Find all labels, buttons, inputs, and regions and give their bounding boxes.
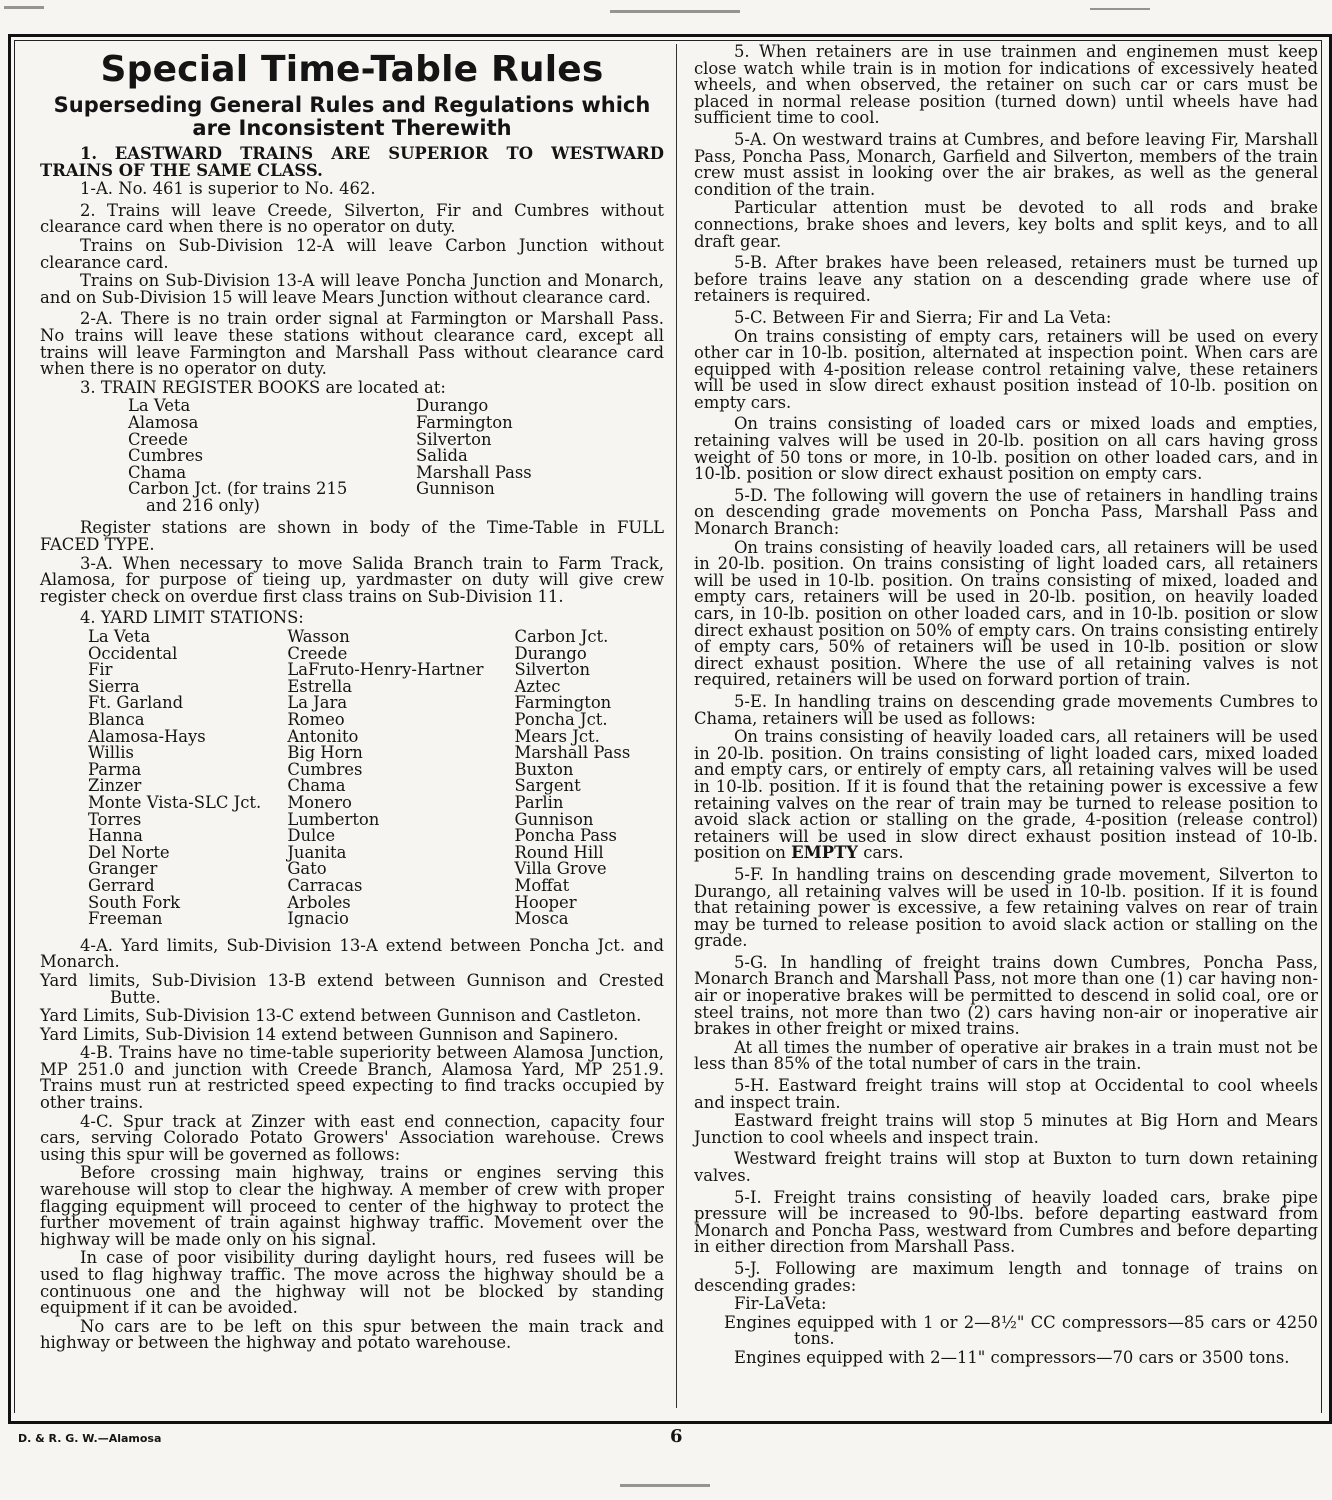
rule-5h: 5-H. Eastward freight trains will stop at Occidental to cool wheels and inspect train. [694, 1076, 1318, 1112]
rule-3a: 3-A. When necessary to move Salida Branch train to Farm Track, Alamosa, for purpose of tieing up, yardmaster on duty will give crew register check on overdue first class trains on Sub-Division 11. [40, 553, 664, 606]
rule-4c: 4-C. Spur track at Zinzer with east end connection, capacity four cars, serving Colorado Potato Growers' Association warehouse. Crews using this spur will be governed as follows: [40, 1111, 664, 1164]
yard-col-3 [515, 629, 664, 928]
rule-5g-para-2: At all times the number of operative air brakes in a train must not be less than 85% of the total number of cars in the train. [694, 1037, 1318, 1074]
register-station: Gunnison [416, 479, 495, 499]
register-stations-list [128, 398, 664, 514]
yard-station: Carracas [287, 875, 363, 895]
rule-5i: 5-I. Freight trains consisting of heavily loaded cars, brake pipe pressure will be increased to 90-lbs. before departing eastward from Monarch and Poncha Pass, westward from Cumbres and before departing in either direction from Marshall Pass. [694, 1187, 1318, 1257]
register-stations-col-2 [416, 398, 646, 514]
yard-station: Gerrard [88, 875, 155, 895]
scan-speck [620, 1484, 710, 1487]
yard-station: Occidental [88, 643, 178, 663]
yard-station: Aztec [514, 676, 561, 696]
rule-5b: 5-B. After brakes have been released, retainers must be turned up before trains leave any station on a descending grade where use of retainers is required. [694, 253, 1318, 306]
page-number: 6 [670, 1426, 683, 1447]
rule-5g: 5-G. In handling of freight trains down Cumbres, Poncha Pass, Monarch Branch and Marshall Pass, not more than one (1) car having non-air or inoperative brakes will be permitted to descend in solid coal, ore or steel trains, not more than two (2) cars having non-air or inoperative air brakes in other freight or mixed trains. [694, 952, 1318, 1039]
rule-4a: 4-A. Yard limits, Sub-Division 13-A extend between Poncha Jct. and Monarch. [40, 935, 664, 972]
yard-station: Del Norte [88, 842, 170, 862]
rule-1 [40, 146, 664, 179]
subtitle-line-2: are Inconsistent Therewith [192, 116, 512, 140]
yard-station: Monte Vista-SLC Jct. [88, 792, 262, 812]
rule-5d-para-2: On trains consisting of heavily loaded cars, all retainers will be used in 20-lb. position. On trains consisting of light loaded cars, all retainers will be used in 10-lb. position. On trains consisting of mixed, loaded and empty cars, retainers will be used in 20-lb. position, on heavily loaded cars, in 10-lb. position on other loaded cars, and in 10-lb. position or slow direct exhaust position on 50% of empty cars. On trains consisting entirely of empty cars, 50% of retainers will be used in 10-lb. position or slow direct exhaust position. Where the use of all retaining valves is not required, retainers will be used on forward portion of train. [694, 537, 1318, 690]
yard-station: Mears Jct. [514, 726, 600, 746]
rule-5e-para-2 [694, 729, 1318, 862]
rule-5j-para-3: Engines equipped with 1 or 2—8½" CC compressors—85 cars or 4250 tons. [724, 1312, 1318, 1349]
register-station: Alamosa [128, 412, 199, 432]
rule-5: 5. When retainers are in use trainmen and enginemen must keep close watch while train is in motion for indications of excessively heated wheels, and when observed, the retainer on such car or cars must be placed in normal release position (turned down) until wheels have had sufficient time to cool. [694, 42, 1318, 128]
rule-1-number: 1. [80, 144, 98, 163]
scan-speck [610, 10, 740, 13]
yard-station: Ft. Garland [88, 693, 184, 713]
left-column [40, 44, 664, 1354]
yard-station: Buxton [514, 759, 574, 779]
rule-4c-para-4: No cars are to be left on this spur between the main track and highway or between the highway and potato warehouse. [40, 1316, 664, 1353]
yard-station: Chama [287, 776, 346, 796]
yard-station: Gato [287, 859, 327, 879]
yard-station: Round Hill [514, 842, 604, 862]
rule-5h-para-2: Eastward freight trains will stop 5 minutes at Big Horn and Mears Junction to cool wheels and inspect train. [694, 1111, 1318, 1147]
yard-station: Parma [88, 759, 142, 779]
rule-2-para-2: Trains on Sub-Division 12-A will leave Carbon Junction without clearance card. [40, 235, 664, 272]
yard-station: Juanita [287, 842, 347, 862]
yard-station: Arboles [287, 892, 351, 912]
yard-station: Mosca [514, 909, 569, 929]
yard-station: Moffat [514, 875, 570, 895]
yard-station: Antonito [287, 726, 359, 746]
yard-station: Hanna [88, 826, 143, 846]
rule-4a-para-4: Yard Limits, Sub-Division 14 extend between Gunnison and Sapinero. [40, 1024, 619, 1044]
register-station: Carbon Jct. (for trains 215 [128, 479, 348, 499]
rule-1-text: EASTWARD TRAINS ARE SUPERIOR TO WESTWARD TRAINS OF THE SAME CLASS. [40, 144, 664, 180]
yard-station: Cumbres [287, 759, 363, 779]
yard-station: Gunnison [514, 809, 594, 829]
rule-5e: 5-E. In handling trains on descending grade movements Cumbres to Chama, retainers will be used as follows: [694, 691, 1318, 728]
yard-station: La Veta [88, 627, 151, 647]
rule-4c-para-3: In case of poor visibility during daylight hours, red fusees will be used to flag highway traffic. The move across the highway should be a continuous one and the highway will not be blocked by standing equipment if it can be avoided. [40, 1248, 664, 1318]
register-station: Durango [416, 396, 489, 416]
register-station: Chama [128, 462, 187, 482]
rule-5e-para-2-text: On trains consisting of heavily loaded cars, all retainers will be used in 20-lb. position. On trains consisting of light loaded cars, mixed loaded and empty cars, or entirely of empty cars, all retaining valves will be used in 10-lb. position. If it is found that the retaining power is excessive a few retaining valves on the rear of train may be turned to release position to avoid slack action or stalling on the grade, 4-position (release control) retainers will be used in slow direct exhaust position instead of 10-lb. position on [694, 727, 1318, 863]
rule-5e-end: cars. [863, 843, 904, 863]
yard-col-1 [88, 629, 287, 928]
yard-station: Freeman [88, 909, 163, 929]
yard-station: Big Horn [287, 743, 363, 763]
page-footer [18, 1426, 1318, 1452]
yard-station: South Fork [88, 892, 181, 912]
yard-station: Willis [88, 743, 134, 763]
yard-station: Farmington [514, 693, 612, 713]
yard-limit-stations-list [88, 629, 664, 928]
yard-station: Hooper [514, 892, 577, 912]
rule-5a-para-2: Particular attention must be devoted to all rods and brake connections, brake shoes and levers, key bolts and split keys, and to all draft gear. [694, 198, 1318, 251]
yard-station: Marshall Pass [514, 743, 631, 763]
rule-5j-para-2: Fir-LaVeta: [734, 1294, 827, 1314]
rule-5d: 5-D. The following will govern the use of retainers in handling trains on descending grade movements on Poncha Pass, Marshall Pass and Monarch Branch: [694, 485, 1318, 539]
yard-station: Wasson [287, 627, 350, 647]
yard-station: Poncha Jct. [514, 710, 608, 729]
yard-station: Sargent [514, 776, 581, 796]
register-station: La Veta [128, 396, 191, 416]
register-stations-col-1 [128, 398, 416, 514]
yard-station: Durango [514, 643, 587, 663]
yard-station: Zinzer [88, 776, 142, 796]
rule-5j-para-4: Engines equipped with 2—11" compressors—70 cars or 3500 tons. [734, 1347, 1290, 1367]
yard-station: Creede [287, 643, 348, 663]
yard-station: Romeo [287, 710, 345, 729]
yard-station: La Jara [287, 693, 348, 713]
footer-railroad: D. & R. G. W.—Alamosa [18, 1432, 162, 1445]
rule-3-heading: 3. TRAIN REGISTER BOOKS are located at: [80, 377, 446, 397]
register-station: Creede [128, 429, 188, 449]
page-title: Special Time-Table Rules [100, 49, 604, 90]
register-station-note: and 216 only) [146, 495, 260, 515]
yard-station: Dulce [287, 826, 336, 846]
yard-station: Carbon Jct. [514, 627, 609, 647]
yard-station: Parlin [514, 792, 564, 812]
yard-station: Alamosa-Hays [88, 726, 206, 746]
register-station: Salida [416, 446, 468, 466]
rule-5c-para-2: On trains consisting of empty cars, retainers will be used on every other car in 10-lb. position, alternated at inspection point. When cars are equipped with 4-position release control retaining valve, these retainers will be used in slow direct exhaust position instead of 10-lb. position on empty cars. [694, 326, 1318, 412]
rule-1a: 1-A. No. 461 is superior to No. 462. [80, 179, 376, 199]
scan-speck [4, 6, 44, 9]
subtitle-line-1: Superseding General Rules and Regulations which [53, 93, 651, 117]
rule-3-note: Register stations are shown in body of the Time-Table in FULL FACED TYPE. [40, 518, 664, 555]
register-station: Farmington [416, 412, 513, 432]
yard-station: Monero [287, 792, 352, 812]
scan-speck [1090, 8, 1150, 10]
yard-col-2 [287, 629, 514, 928]
yard-station: Sierra [88, 676, 140, 696]
rule-2a: 2-A. There is no train order signal at Farmington or Marshall Pass. No trains will leave these stations without clearance card, except all trains will leave Farmington and Marshall Pass without clearance card when there is no operator on duty. [40, 309, 664, 379]
register-station: Cumbres [128, 446, 204, 466]
yard-station: Fir [88, 660, 113, 680]
yard-station: Blanca [88, 710, 145, 729]
rule-4a-para-2: Yard limits, Sub-Division 13-B extend between Gunnison and Crested Butte. [40, 970, 664, 1007]
rule-5f: 5-F. In handling trains on descending grade movement, Silverton to Durango, all retaining valves will be used in 10-lb. position. If it is found that retaining power is excessive, a few retaining valves on rear of train may be turned to release position to avoid slack action or stalling on the grade. [694, 864, 1318, 951]
yard-station: Poncha Pass [514, 826, 617, 846]
page-subtitle [40, 94, 664, 140]
column-divider [676, 44, 677, 1408]
rule-5c-para-3: On trains consisting of loaded cars or mixed loads and empties, retaining valves will be used in 20-lb. position on all cars having gross weight of 50 tons or more, in 10-lb. position on other loaded cars, and in 10-lb. position or slow direct exhaust position on empty cars. [694, 414, 1318, 484]
register-station: Silverton [416, 429, 492, 449]
yard-station: Estrella [287, 676, 353, 696]
yard-station: Torres [88, 809, 142, 829]
rule-4b: 4-B. Trains have no time-table superiority between Alamosa Junction, MP 251.0 and junction with Creede Branch, Alamosa Yard, MP 251.9. Trains must run at restricted speed expecting to find tracks occupied by other trains. [40, 1043, 664, 1113]
rule-5c: 5-C. Between Fir and Sierra; Fir and La Veta: [734, 307, 1112, 327]
yard-station: Ignacio [287, 909, 349, 929]
right-column [694, 44, 1318, 1369]
yard-station: LaFruto-Henry-Hartner [287, 660, 484, 680]
yard-station: Villa Grove [514, 859, 607, 879]
rule-2-para-3: Trains on Sub-Division 13-A will leave Poncha Junction and Monarch, and on Sub-Division 15 will leave Mears Junction without clearance card. [40, 271, 664, 307]
yard-station: Silverton [514, 660, 591, 680]
yard-station: Granger [88, 859, 158, 879]
rule-5h-para-3: Westward freight trains will stop at Buxton to turn down retaining valves. [694, 1149, 1318, 1185]
register-station: Marshall Pass [416, 462, 532, 482]
rule-5a: 5-A. On westward trains at Cumbres, and before leaving Fir, Marshall Pass, Poncha Pass, Monarch, Garfield and Silverton, members of the train crew must assist in looking over the air brakes, as well as the general condition of the train. [694, 129, 1318, 199]
rule-4c-para-2: Before crossing main highway, trains or engines serving this warehouse will stop to clear the highway. A member of crew with proper flagging equipment will proceed to center of the highway to protect the further movement of train against highway traffic. Movement over the highway will be made only on his signal. [40, 1163, 664, 1249]
rule-5j: 5-J. Following are maximum length and tonnage of trains on descending grades: [694, 1258, 1318, 1295]
yard-station: Lumberton [287, 809, 380, 829]
rule-4-heading: 4. YARD LIMIT STATIONS: [80, 608, 304, 628]
rule-5e-empty: EMPTY [791, 843, 858, 863]
rule-2: 2. Trains will leave Creede, Silverton, Fir and Cumbres without clearance card when there is no operator on duty. [40, 200, 664, 237]
rule-4a-para-3: Yard Limits, Sub-Division 13-C extend between Gunnison and Castleton. [40, 1006, 642, 1026]
